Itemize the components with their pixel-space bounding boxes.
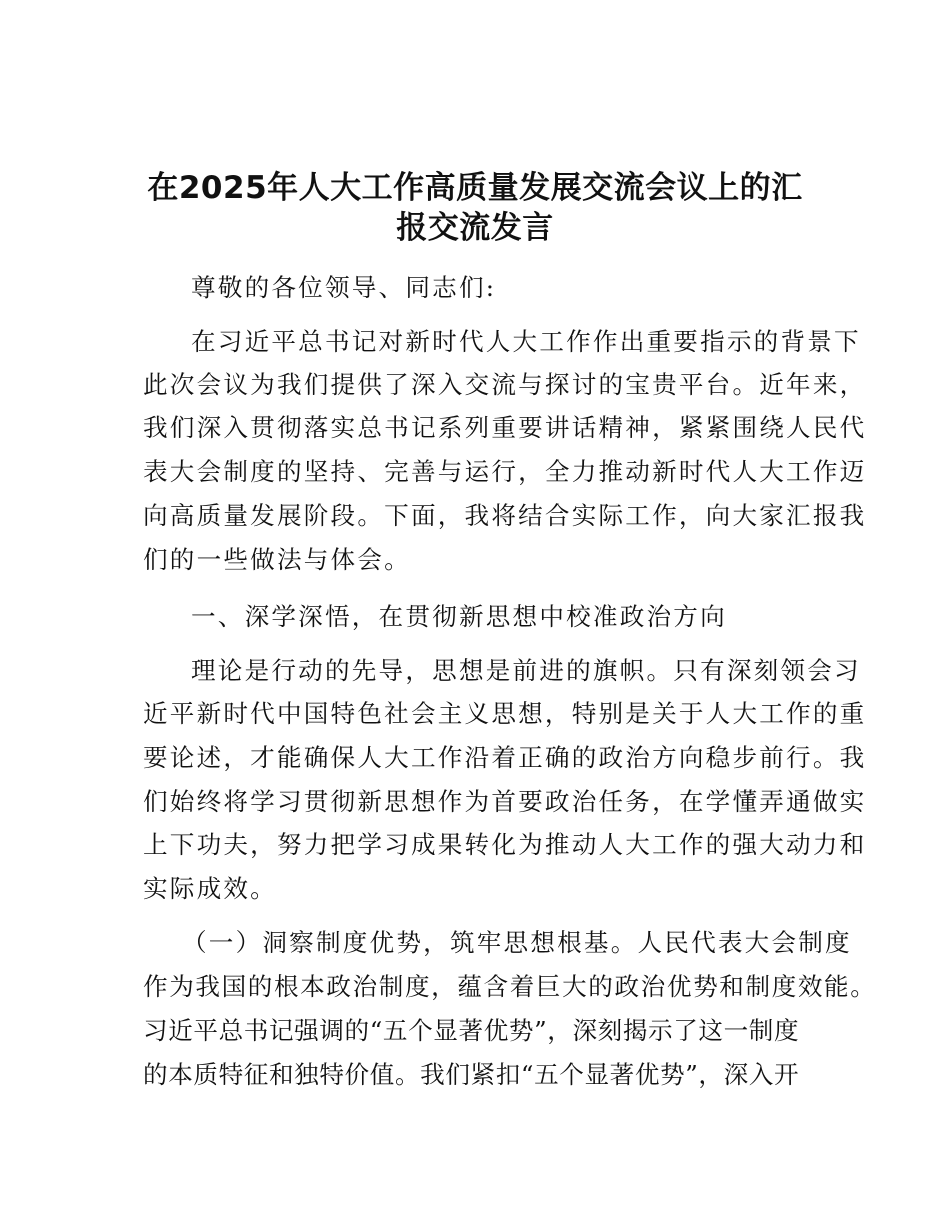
- paragraph-1-line: 我们深入贯彻落实总书记系列重要讲话精神，紧紧围绕人民代: [143, 413, 867, 442]
- paragraph-1-line: 表大会制度的坚持、完善与运行，全力推动新时代人大工作迈: [143, 457, 867, 486]
- paragraph-2-line: 理论是行动的先导，思想是前进的旗帜。只有深刻领会习: [191, 656, 861, 685]
- paragraph-1-line: 此次会议为我们提供了深入交流与探讨的宝贵平台。近年来，: [143, 370, 867, 399]
- paragraph-2-line: 要论述，才能确保人大工作沿着正确的政治方向稳步前行。我: [143, 743, 867, 772]
- paragraph-1-line: 向高质量发展阶段。下面，我将结合实际工作，向大家汇报我: [143, 501, 867, 530]
- paragraph-1-line: 们的一些做法与体会。: [143, 545, 411, 574]
- paragraph-3-line: 的本质特征和独特价值。我们紧扣“五个显著优势”，深入开: [143, 1060, 800, 1089]
- paragraph-3-line: 作为我国的根本政治制度，蕴含着巨大的政治优势和制度效能。: [143, 972, 877, 1001]
- greeting: 尊敬的各位领导、同志们:: [191, 273, 497, 302]
- paragraph-3-line: 习近平总书记强调的“五个显著优势”，深刻揭示了这一制度: [143, 1016, 800, 1045]
- section-heading-1: 一、深学深悟，在贯彻新思想中校准政治方向: [191, 602, 727, 631]
- paragraph-2-line: 近平新时代中国特色社会主义思想，特别是关于人大工作的重: [143, 699, 867, 728]
- paragraph-1-line: 在习近平总书记对新时代人大工作作出重要指示的背景下: [191, 327, 861, 356]
- paragraph-3-line: （一）洞察制度优势，筑牢思想根基。人民代表大会制度: [182, 928, 852, 957]
- document-title-line-2: 报交流发言: [396, 210, 554, 246]
- paragraph-2-line: 上下功夫，努力把学习成果转化为推动人大工作的强大动力和: [143, 830, 867, 859]
- paragraph-2-line: 实际成效。: [143, 874, 277, 903]
- document-title-line-1: 在2025年人大工作高质量发展交流会议上的汇: [147, 170, 803, 206]
- paragraph-2-line: 们始终将学习贯彻新思想作为首要政治任务，在学懂弄通做实: [143, 787, 867, 816]
